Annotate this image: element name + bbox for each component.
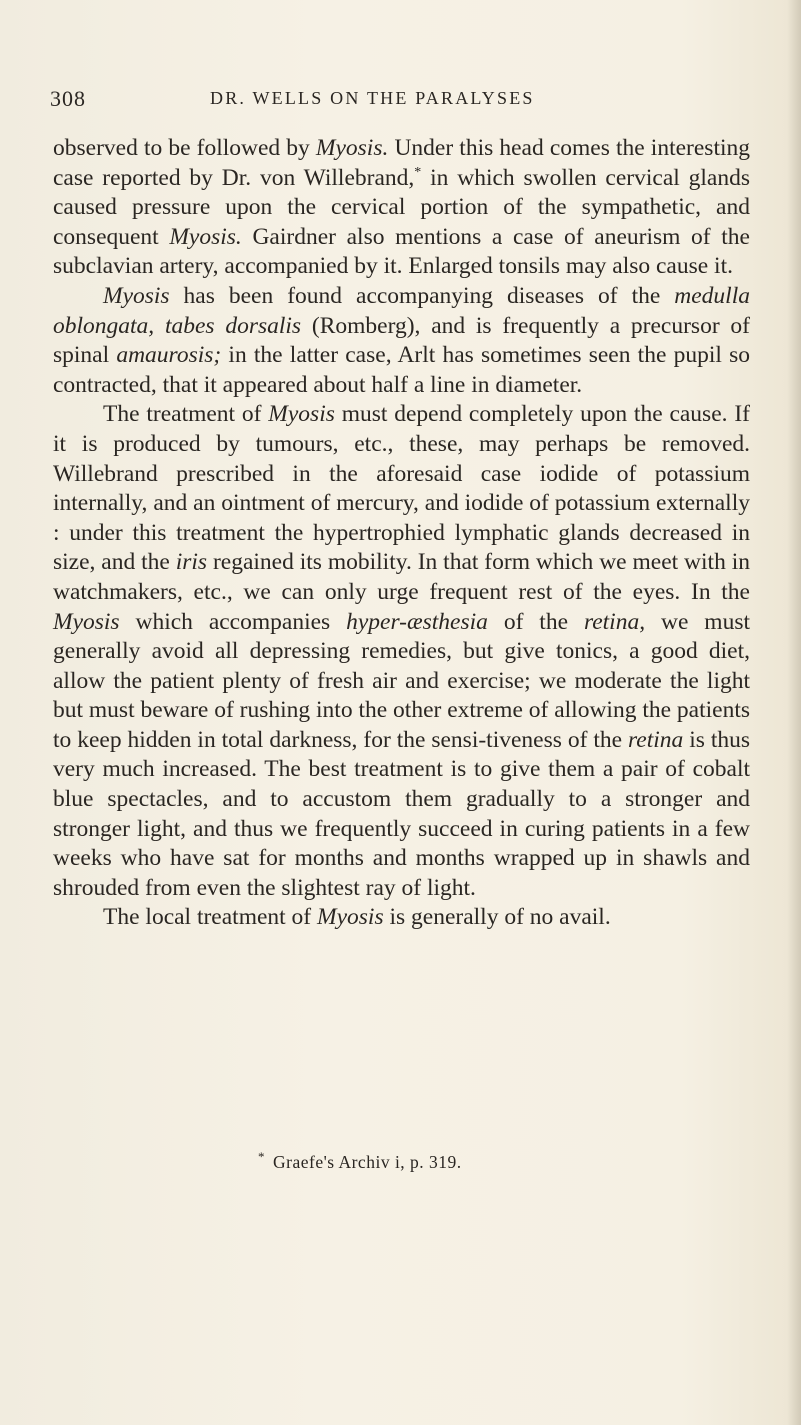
italic-term: retina,	[583, 608, 646, 635]
paragraph-3	[53, 400, 750, 903]
italic-term: Myosis	[103, 282, 170, 309]
italic-term: retina	[628, 726, 684, 753]
text-span: Gairdner also mentions a case of aneurism of the subclavian artery, accompanied by it. Enlarged tonsils may also cause it.	[53, 223, 750, 280]
footnote	[258, 1149, 462, 1173]
body-text	[53, 134, 750, 933]
text-span: Under this head comes the interesting case reported by Dr. von Willebrand,	[53, 135, 751, 191]
text-span: observed to be followed by	[53, 135, 316, 161]
text-span: (Romberg), and is frequently a precursor of spinal	[53, 312, 750, 369]
page-header	[50, 86, 750, 116]
italic-term: hyper-æsthesia	[346, 608, 488, 635]
text-span: is thus very much increased. The best treatment is to give them a pair of cobalt blue spectacles, and to accustom them gradually to a stronger and stronger light, and thus we frequently succeed in curing patients in a few weeks who have sat for months and months wrapped up in shawls and shrouded from even the slightest ray of light.	[53, 726, 750, 901]
page-number: 308	[50, 86, 86, 111]
text-span: has been found accompanying diseases of the	[169, 282, 675, 309]
italic-term: iris	[175, 549, 208, 576]
text-span: must depend completely upon the cause. If it is produced by tumours, etc., these, may perhaps be removed. Willebrand prescribed in the aforesaid case iodide of potassium internally, and an ointment of mercury, and iodide of potassium externally : under this treatment the hypertrophied lymphatic glands decreased in size, and the	[53, 401, 750, 576]
footnote-text: Graefe's Archiv i, p. 319.	[273, 1151, 462, 1172]
text-span: in which swollen cervical glands caused pressure upon the cervical portion of the sympathetic, and consequent	[53, 164, 750, 250]
italic-term: medulla oblongata, tabes dorsalis	[53, 282, 750, 339]
text-span: The treatment of	[103, 401, 269, 428]
italic-term: Myosis	[53, 608, 120, 635]
footnote-reference: *	[414, 164, 422, 180]
italic-term: Myosis.	[169, 223, 242, 250]
text-span: is generally of no avail.	[383, 904, 611, 931]
italic-term: Myosis	[268, 401, 335, 428]
paragraph-2	[53, 282, 750, 400]
text-span: The local treatment of	[103, 904, 318, 931]
page-edge-shadow	[787, 0, 801, 1425]
italic-term: amaurosis;	[116, 342, 222, 369]
italic-term: Myosis	[317, 904, 384, 931]
footnote-mark: *	[258, 1149, 265, 1164]
text-span: which accompanies	[119, 608, 347, 635]
running-head: DR. WELLS ON THE PARALYSES	[210, 88, 535, 108]
text-span: in the latter case, Arlt has sometimes seen the pupil so contracted, that it appeared about half a line in diameter.	[53, 342, 750, 398]
text-span: we must generally avoid all depressing remedies, but give tonics, a good diet, allow the patient plenty of fresh air and exercise; we moderate the light but must beware of rushing into the other extreme of allowing the patients to keep hidden in total darkness, for the sensi-tiveness of the	[53, 608, 750, 753]
text-span: regained its mobility. In that form which we meet with in watchmakers, etc., we can only urge frequent rest of the eyes. In the	[53, 549, 750, 605]
text-span: of the	[487, 608, 584, 635]
paragraph-4	[53, 903, 750, 933]
paragraph-1	[53, 134, 750, 282]
italic-term: Myosis.	[315, 135, 389, 161]
